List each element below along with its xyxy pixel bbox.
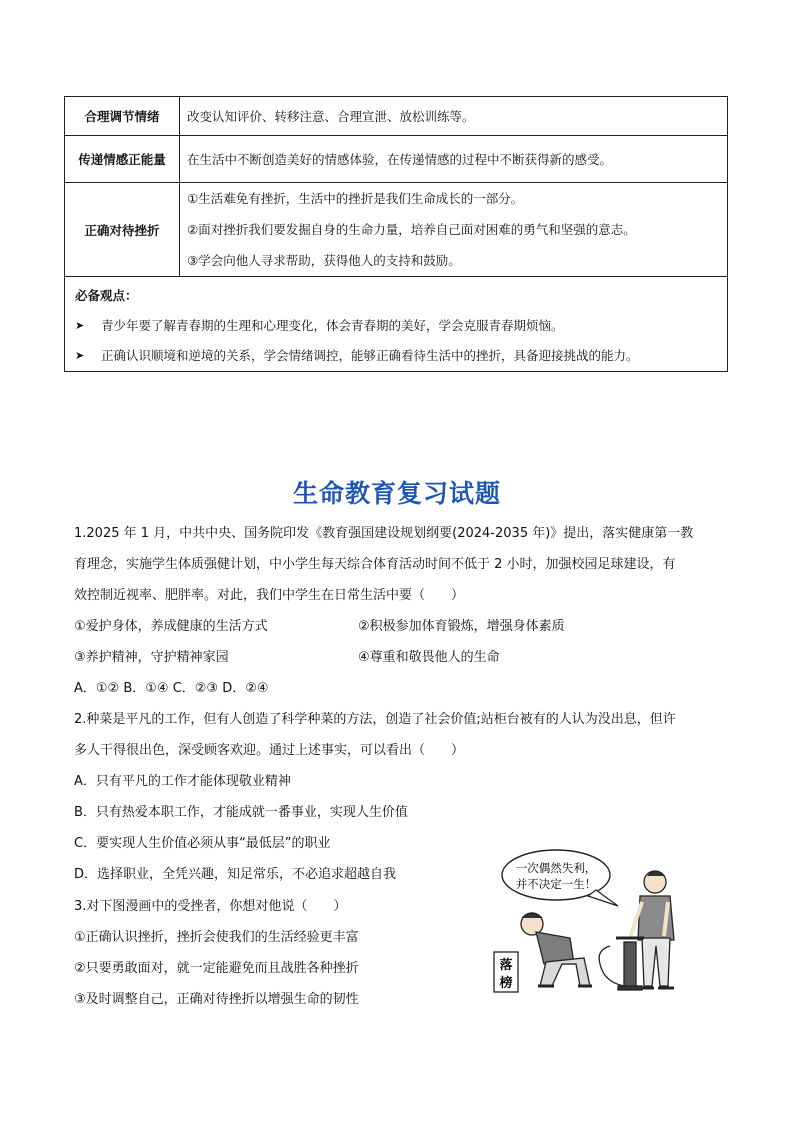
list-item	[75, 311, 717, 341]
crouching-man	[521, 913, 592, 986]
bubble-text: 一次偶然失利，	[515, 861, 597, 875]
table-row	[65, 183, 728, 277]
row-line: 在生活中不断创造美好的情感体验，在传递情感的过程中不断获得新的感受。	[187, 151, 613, 167]
point-text: 青少年要了解青春期的生理和心理变化，体会青春期的美好，学会克服青春期烦恼。	[101, 318, 564, 333]
arrow-bullet-icon: ➤	[75, 349, 85, 362]
sign-text: 落	[499, 958, 513, 973]
page-title: 生命教育复习试题	[292, 479, 501, 508]
pump-icon	[599, 938, 644, 990]
q3-stem: 3.对下图漫画中的受挫者，你想对他说（ ）	[74, 899, 347, 914]
row-value	[180, 136, 728, 183]
row-line: ①生活难免有挫折，生活中的挫折是我们生命成长的一部分。	[187, 191, 524, 206]
q3-statement: ②只要勇敢面对，就一定能避免而且战胜各种挫折	[74, 961, 359, 976]
q1-option: ①爱护身体，养成健康的生活方式	[74, 619, 268, 634]
bubble-text: 并不决定一生！	[515, 877, 597, 891]
cartoon-illustration	[492, 846, 692, 996]
speech-bubble-tail	[588, 890, 618, 906]
sign-board	[494, 952, 518, 992]
q1-line: 1.2025 年 1 月，中共中央、国务院印发《教育强国建设规划纲要(2024-2035 年)》提出，落实健康第一教	[74, 526, 694, 541]
q1-choices: A．①② B．①④ C．②③ D．②④	[74, 681, 269, 696]
q1-option: ④尊重和敬畏他人的生命	[358, 650, 500, 665]
q3-statement: ①正确认识挫折，挫折会使我们的生活经验更丰富	[74, 930, 359, 945]
row-value	[180, 97, 728, 136]
q1-option: ②积极参加体育锻炼，增强身体素质	[358, 619, 565, 634]
q2-choice-d: D．选择职业，全凭兴趣，知足常乐，不必追求超越自我	[74, 867, 397, 882]
q1-line: 效控制近视率、肥胖率。对此，我们中学生在日常生活中要（ ）	[74, 588, 465, 603]
list-item	[75, 341, 717, 371]
row-value	[180, 183, 728, 277]
row-key: 传递情感正能量	[65, 136, 180, 183]
must-know-title: 必备观点：	[75, 288, 138, 303]
point-text: 正确认识顺境和逆境的关系，学会情绪调控，能够正确看待生活中的挫折，具备迎接挑战的能力。	[101, 348, 639, 363]
summary-table	[64, 96, 728, 372]
arrow-bullet-icon: ➤	[75, 319, 85, 332]
must-know-cell	[65, 277, 728, 372]
row-line: ②面对挫折我们要发掘自身的生命力量，培养自己面对困难的勇气和坚强的意志。	[187, 222, 636, 237]
sign-text: 榜	[499, 976, 513, 991]
row-line: ③学会向他人寻求帮助，获得他人的支持和鼓励。	[187, 253, 461, 268]
q2-choice-a: A．只有平凡的工作才能体现敬业精神	[74, 774, 291, 789]
row-line: 改变认知评价、转移注意、合理宣泄、放松训练等。	[187, 108, 475, 124]
row-key: 合理调节情绪	[65, 97, 180, 136]
table-row	[65, 277, 728, 372]
q1-line: 育理念，实施学生体质强健计划，中小学生每天综合体育活动时间不低于 2 小时，加强校园足球建设，有	[74, 557, 676, 572]
q2-line: 多人干得很出色，深受顾客欢迎。通过上述事实，可以看出（ ）	[74, 743, 465, 758]
q3-statement: ③及时调整自己，正确对待挫折以增强生命的韧性	[74, 992, 359, 1007]
row-key: 正确对待挫折	[65, 183, 180, 277]
q2-choice-c: C．要实现人生价值必须从事“最低层”的职业	[74, 836, 331, 851]
table-row	[65, 97, 728, 136]
q2-choice-b: B．只有热爱本职工作，才能成就一番事业，实现人生价值	[74, 805, 408, 820]
table-row	[65, 136, 728, 183]
q1-option: ③养护精神，守护精神家园	[74, 650, 229, 665]
q2-line: 2.种菜是平凡的工作，但有人创造了科学种菜的方法，创造了社会价值;站柜台被有的人认为没出息，但许	[74, 712, 676, 727]
